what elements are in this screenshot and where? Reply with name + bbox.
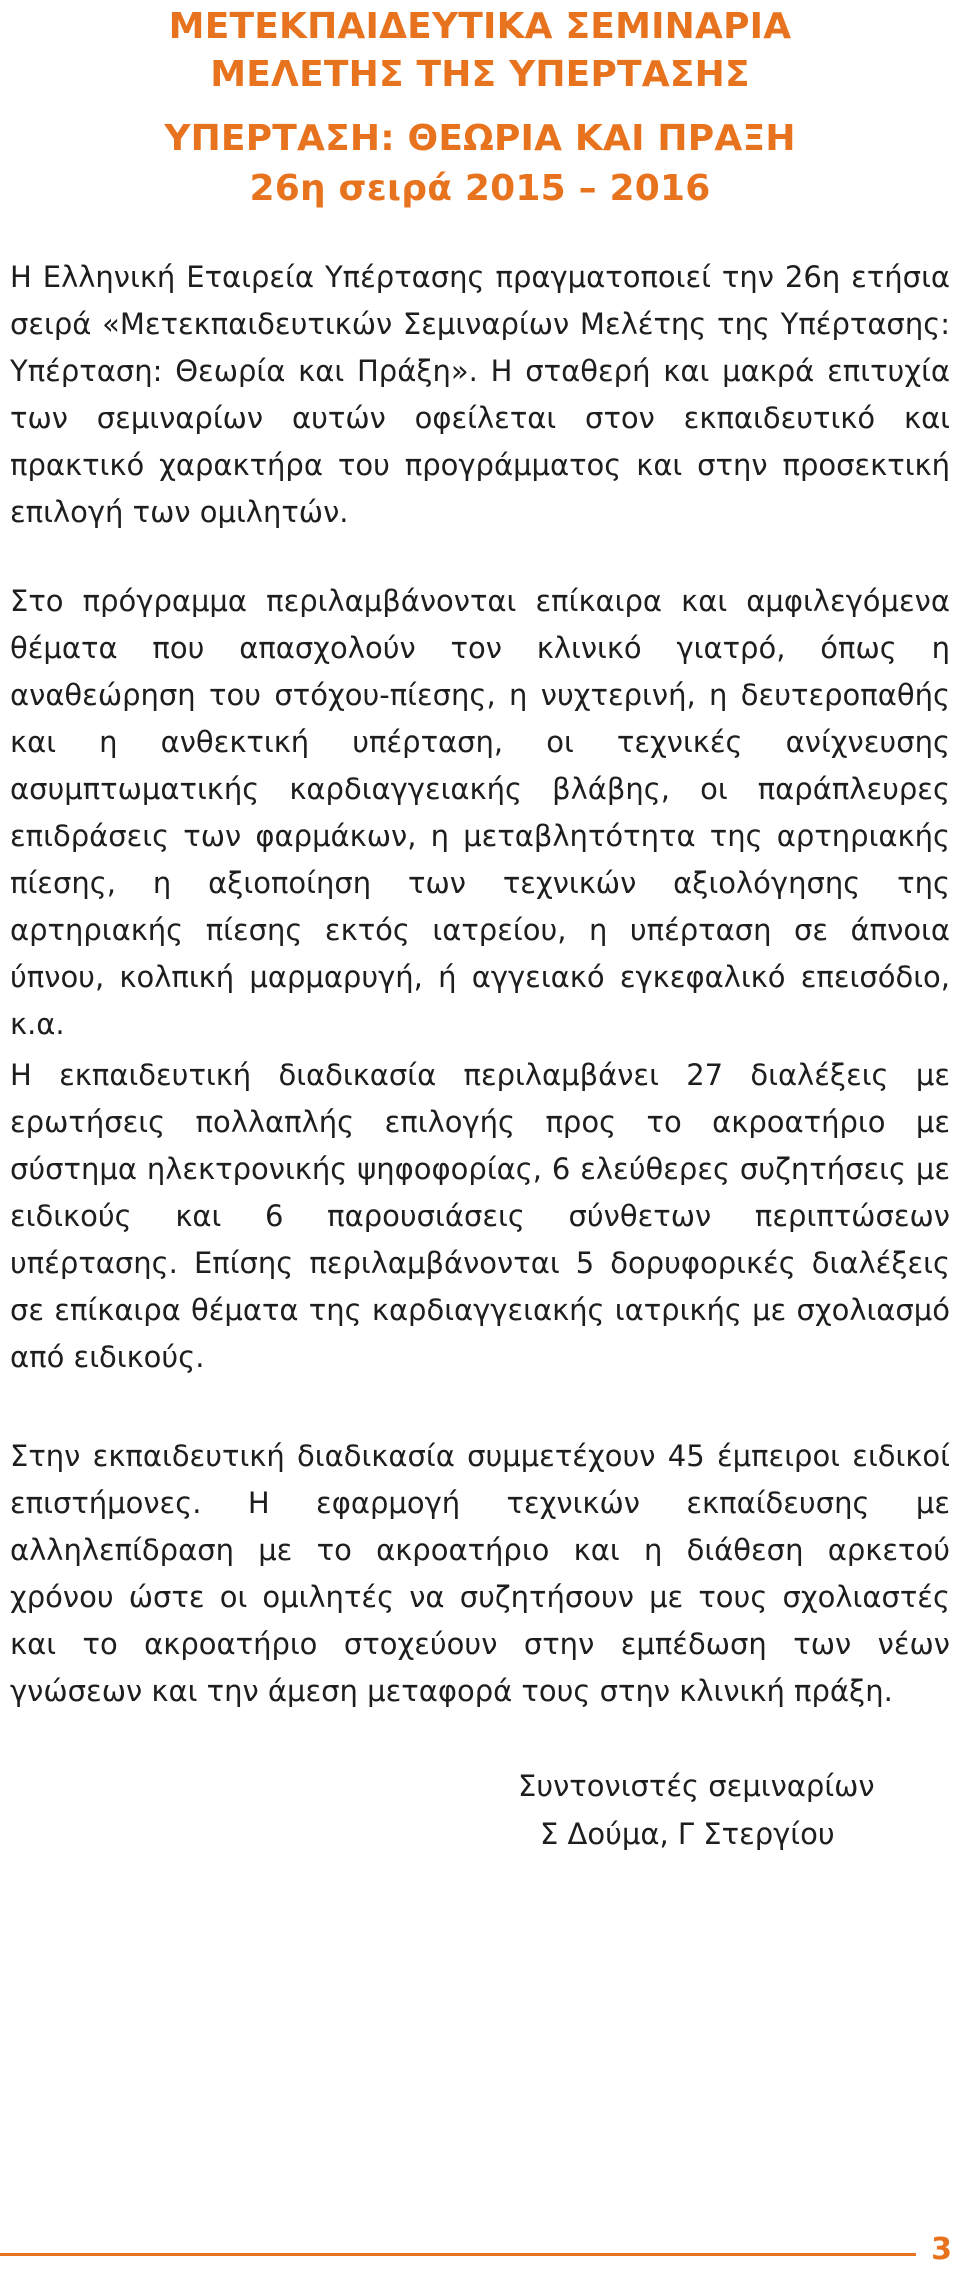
page-number: 3 <box>931 2232 952 2267</box>
paragraph-process: Η εκπαιδευτική διαδικασία περιλαμβάνει 27 διαλέξεις με ερωτήσεις πολλαπλής επιλογής προς το ακροατήριο με σύστημα ηλεκτρονικής ψηφοφορίας, 6 ελεύθερες συζητήσεις με ειδικούς και 6 παρουσιάσεις σύνθετων περιπτώσεων υπέρτασης. Επίσης περιλαμβάνονται 5 δορυφορικές διαλέξεις σε επίκαιρα θέματα της καρδιαγγειακής ιατρικής με σχολιασμό από ειδικούς. <box>10 1058 950 1374</box>
subtitle: ΥΠΕΡΤΑΣΗ: ΘΕΩΡΙΑ ΚΑΙ ΠΡΑΞΗ <box>164 118 796 159</box>
series-label: 26η σειρά 2015 – 2016 <box>249 168 711 209</box>
paragraph-speakers: Στην εκπαιδευτική διαδικασία συμμετέχουν 45 έμπειροι ειδικοί επιστήμονες. Η εφαρμογή τεχνικών εκπαίδευσης με αλληλεπίδραση με το ακροατήριο και η διάθεση αρκετού χρόνου ώστε οι ομιλητές να συζητήσουν με τους σχολιαστές και το ακροατήριο στοχεύουν στην εμπέδωση των νέων γνώσεων και την άμεση μεταφορά τους στην κλινική πράξη. <box>10 1439 950 1708</box>
signature-role: Συντονιστές σεμιναρίων <box>518 1769 875 1803</box>
footer-rule <box>0 2253 916 2256</box>
paragraph-intro: Η Ελληνική Εταιρεία Υπέρτασης πραγματοποιεί την 26η ετήσια σειρά «Μετεκπαιδευτικών Σεμιναρίων Μελέτης της Υπέρτασης: Υπέρταση: Θεωρία και Πράξη». Η σταθερή και μακρά επιτυχία των σεμιναρίων αυτών οφείλεται στον εκπαιδευτικό και πρακτικό χαρακτήρα του προγράμματος και στην προσεκτική επιλογή των ομιλητών. <box>10 260 950 529</box>
title-line-1: ΜΕΤΕΚΠΑΙΔΕΥΤΙΚΑ ΣΕΜΙΝΑΡΙΑ <box>168 6 792 47</box>
paragraph-program: Στο πρόγραμμα περιλαμβάνονται επίκαιρα και αμφιλεγόμενα θέματα που απασχολούν τον κλινικό γιατρό, όπως η αναθεώρηση του στόχου-πίεσης, η νυχτερινή, η δευτεροπαθής και η ανθεκτική υπέρταση, οι τεχνικές ανίχνευσης ασυμπτωματικής καρδιαγγειακής βλάβης, οι παράπλευρες επιδράσεις των φαρμάκων, η μεταβλητότητα της αρτηριακής πίεσης, η αξιοποίηση των τεχνικών αξιολόγησης της αρτηριακής πίεσης εκτός ιατρείου, η υπέρταση σε άπνοια ύπνου, κολπική μαρμαρυγή, ή αγγειακό εγκεφαλικό επεισόδιο, κ.α. <box>10 584 950 1041</box>
signature-names: Σ Δούμα, Γ Στεργίου <box>540 1817 835 1851</box>
title-line-2: ΜΕΛΕΤΗΣ ΤΗΣ ΥΠΕΡΤΑΣΗΣ <box>210 54 750 95</box>
